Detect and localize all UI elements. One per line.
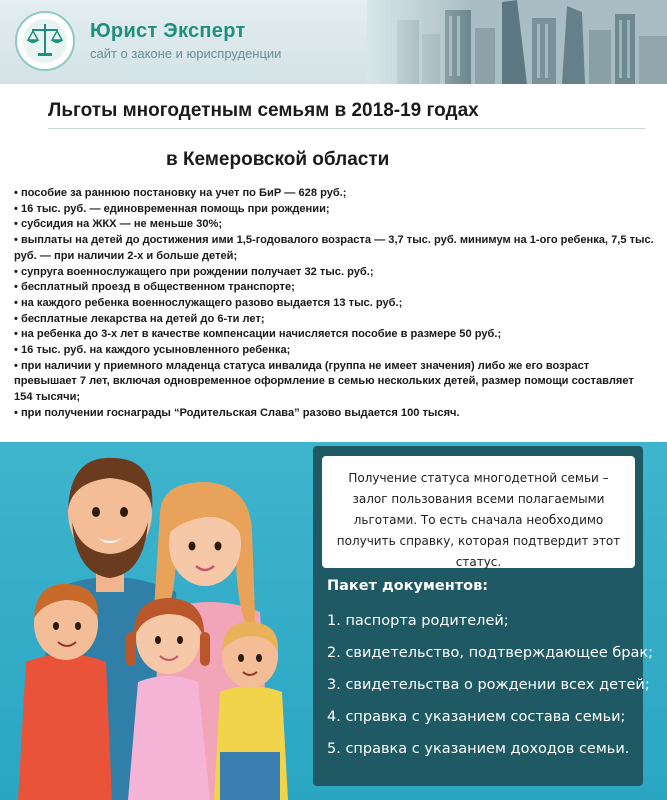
documents-list (327, 608, 653, 768)
scales-of-justice-logo-icon (14, 10, 76, 72)
document-item: 5. справка с указанием доходов семьи. (327, 741, 630, 757)
benefit-item: • на ребенка до 3-х лет в качестве компенсации начисляется пособие в размере 50 руб.; (14, 327, 654, 343)
girl-figure (126, 598, 210, 800)
city-skyline-image (367, 0, 667, 84)
document-item: 3. свидетельства о рождении всех детей; (327, 677, 650, 693)
benefit-item: • при наличии у приемного младенца статуса инвалида (группа не имеет значения) либо же его возраст превышает 7 лет, включая одновременное оформление в семью нескольких детей, размер помощи составляет 154 тысячи; (14, 359, 654, 406)
benefit-item: • 16 тыс. руб. — единовременная помощь при рождении; (14, 202, 654, 218)
benefit-item: • бесплатный проезд в общественном транспорте; (14, 280, 654, 296)
benefit-item: • бесплатные лекарства на детей до 6-ти лет; (14, 312, 654, 328)
status-note: Получение статуса многодетной семьи – залог пользования всеми полагаемыми льготами. То есть сначала необходимо получить справку, которая подтвердит этот статус. (322, 456, 635, 568)
benefit-item: • 16 тыс. руб. на каждого усыновленного ребенка; (14, 343, 654, 359)
benefit-item: • выплаты на детей до достижения ими 1,5-годовалого возраста — 3,7 тыс. руб. минимум на 1-ого ребенка, 7,5 тыс. руб. — при наличии 2-х и больше детей; (14, 233, 654, 264)
document-item: 2. свидетельство, подтверждающее брак; (327, 645, 654, 661)
benefit-item: • субсидия на ЖКХ — не меньше 30%; (14, 217, 654, 233)
title-divider (48, 128, 646, 129)
benefit-item: • при получении госнаграды “Родительская Слава” разово выдается 100 тысяч. (14, 406, 654, 422)
brand-tagline: сайт о законе и юриспруденции (90, 46, 282, 61)
benefit-item: • супруга военнослужащего при рождении получает 32 тыс. руб.; (14, 265, 654, 281)
documents-title: Пакет документов: (327, 578, 489, 594)
site-header (0, 0, 667, 84)
document-item: 1. паспорта родителей; (327, 613, 509, 629)
benefit-item: • на каждого ребенка военнослужащего разово выдается 13 тыс. руб.; (14, 296, 654, 312)
benefit-item: • пособие за раннюю постановку на учет по БиР — 628 руб.; (14, 186, 654, 202)
family-illustration (0, 442, 340, 800)
page-title: Льготы многодетным семьям в 2018-19 годах (48, 100, 479, 121)
brand-name: Юрист Эксперт (90, 20, 246, 42)
boy-left-figure (18, 584, 112, 800)
page-subtitle: в Кемеровской области (166, 149, 390, 170)
document-item: 4. справка с указанием состава семьи; (327, 709, 626, 725)
boy-right-figure (214, 622, 288, 800)
benefits-list (14, 186, 654, 422)
